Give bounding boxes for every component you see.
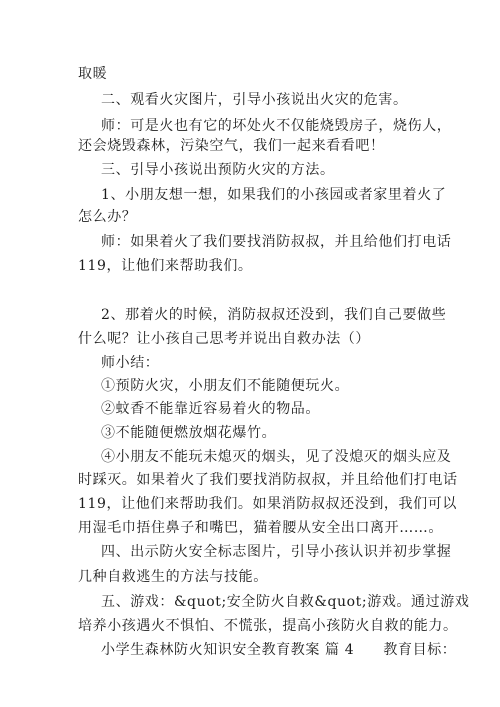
text-line: 怎么办？ xyxy=(78,209,137,225)
text-line: 119，让他们来帮助我们。如果消防叔叔还没到，我们可以 xyxy=(78,496,457,512)
text-line: ③不能随便燃放烟花爆竹。 xyxy=(101,425,277,441)
text-line: 师：可是火也有它的坏处火不仅能烧毁房子，烧伤人， xyxy=(101,118,452,134)
text-line: 师：如果着火了我们要找消防叔叔，并且给他们打电话 xyxy=(101,234,452,250)
text-line: 四、出示防火安全标志图片，引导小孩认识并初步掌握 xyxy=(101,544,452,560)
text-line: 五、游戏：&quot;安全防火自救&quot;游戏。通过游戏 xyxy=(101,594,470,610)
text-line: 培养小孩遇火不惧怕、不慌张，提高小孩防火自救的能力。 xyxy=(78,618,458,634)
text-line: 取暖 xyxy=(78,66,108,82)
text-line: 时踩灭。如果着火了我们要找消防叔叔，并且给他们打电话 xyxy=(78,472,458,488)
text-line: 几种自救逃生的方法与技能。 xyxy=(78,569,268,585)
text-line: 三、引导小孩说出预防火灾的方法。 xyxy=(101,162,335,178)
text-line: 小学生森林防火知识安全教育教案 篇 4 教育目标： xyxy=(101,642,457,658)
text-line: ②蚊香不能靠近容易着火的物品。 xyxy=(101,401,320,417)
text-line: 119，让他们来帮助我们。 xyxy=(78,258,253,274)
text-line: 还会烧毁森林，污染空气，我们一起来看看吧！ xyxy=(78,138,385,154)
text-line: 二、观看火灾图片，引导小孩说出火灾的危害。 xyxy=(101,92,408,108)
text-line: ④小朋友不能玩未熄灭的烟头，见了没熄灭的烟头应及 xyxy=(101,449,452,465)
text-line: ①预防火灾，小朋友们不能随便玩火。 xyxy=(101,378,350,394)
text-line: 1、小朋友想一想，如果我们的小孩园或者家里着火了 xyxy=(101,187,447,203)
text-line: 什么呢？让小孩自己思考并说出自救办法（） xyxy=(78,331,370,347)
text-line: 师小结： xyxy=(101,355,160,371)
text-line: 用湿毛巾捂住鼻子和嘴巴，猫着腰从安全出口离开……。 xyxy=(78,520,443,536)
text-line: 2、那着火的时候，消防叔叔还没到，我们自己要做些 xyxy=(101,307,447,323)
